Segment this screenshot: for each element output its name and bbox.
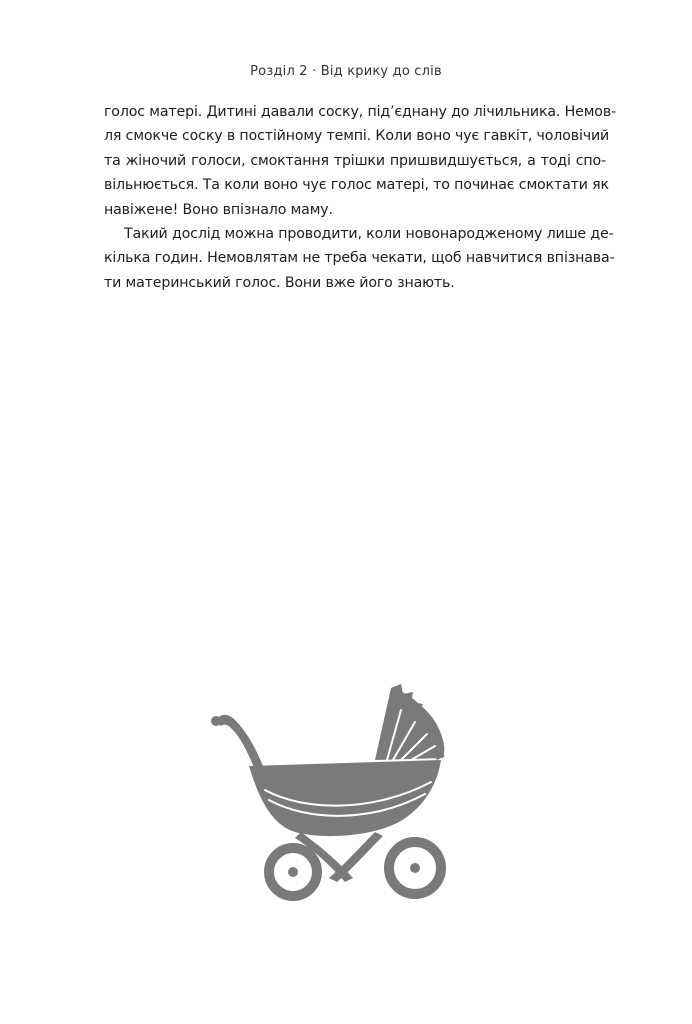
- text-line: голос матері. Дитині давали соску, під’єднану до лічильника. Немов-: [104, 104, 617, 120]
- running-head: Розділ 2 · Від крику до слів: [250, 64, 442, 79]
- text-line: кілька годин. Немовлятам не треба чекати, щоб навчитися впізнава-: [104, 250, 615, 267]
- stroller-handle: [215, 715, 263, 770]
- text-line: ля смокче соску в постійному темпі. Коли воно чує гавкіт, чоловічий: [104, 128, 610, 145]
- text-line: ти материнський голос. Вони вже його знають.: [104, 274, 455, 291]
- text-line: вільнюється. Та коли воно чує голос матері, то починає смоктати як: [104, 177, 609, 194]
- text-line: Такий дослід можна проводити, коли новонародженому лише де-: [124, 226, 614, 243]
- stroller-basket: [249, 760, 441, 836]
- body-text: [104, 100, 617, 295]
- baby-stroller-icon: [205, 682, 465, 902]
- text-line: та жіночий голоси, смоктання трішки пришвидшується, а тоді спо-: [104, 152, 606, 169]
- text-line: навіжене! Воно впізнало маму.: [104, 201, 333, 218]
- handle-knob: [211, 716, 221, 726]
